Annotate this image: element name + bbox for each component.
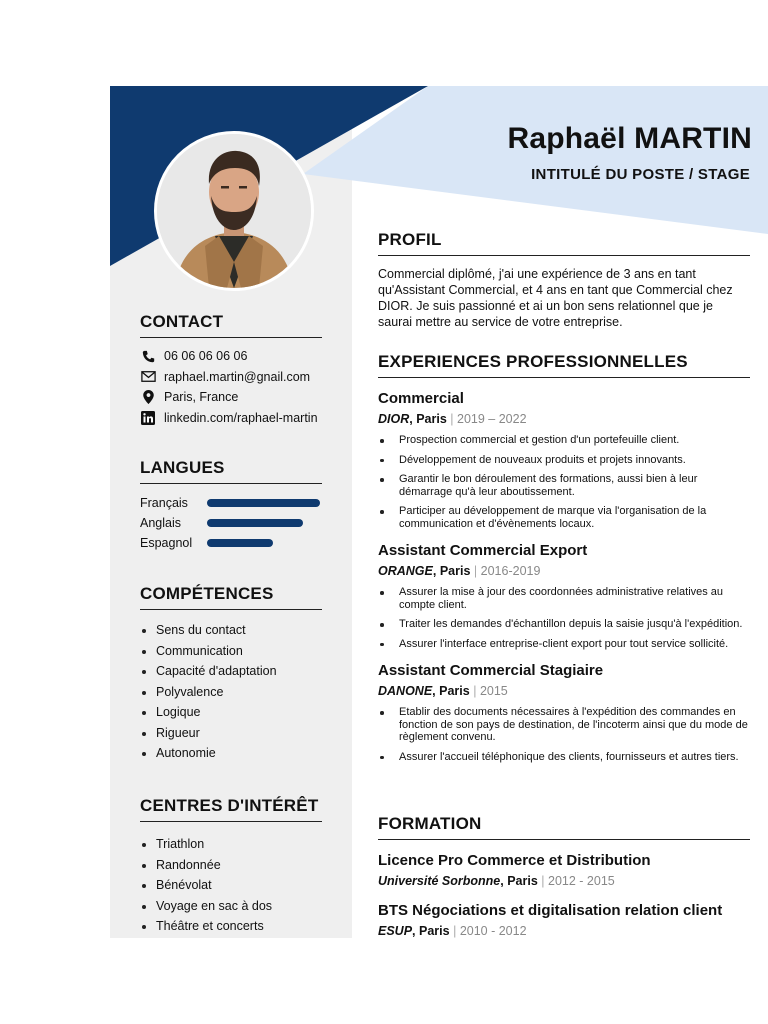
skill-item: Polyvalence (140, 682, 322, 703)
skill-item: Sens du contact (140, 620, 322, 641)
contact-email (140, 367, 322, 388)
education-dates: 2012 - 2015 (548, 874, 615, 888)
education-section (378, 814, 750, 938)
skill-item: Capacité d'adaptation (140, 661, 322, 682)
job-task: Prospection commercial et gestion d'un portefeuille client. (378, 434, 750, 447)
profile-photo (154, 131, 314, 291)
education-title: FORMATION (378, 814, 750, 840)
job-dates: 2019 – 2022 (457, 412, 527, 426)
skills-section (140, 584, 322, 764)
job-task: Assurer l'interface entreprise-client export pour tout service sollicité. (378, 638, 750, 651)
experience-section (378, 352, 750, 770)
profile-title: PROFIL (378, 230, 750, 256)
job-task: Traiter les demandes d'échantillon depuis la saisie jusqu'à l'expédition. (378, 618, 750, 631)
education-city: Paris (419, 924, 450, 938)
skill-item: Logique (140, 702, 322, 723)
job-task: Assurer l'accueil téléphonique des clients, fournisseurs et autres tiers. (378, 751, 750, 764)
education-degree: Licence Pro Commerce et Distribution (378, 852, 651, 869)
skill-item: Communication (140, 641, 322, 662)
job-separator: | (450, 412, 454, 426)
job-company: DIOR (378, 412, 410, 426)
language-level-bar (207, 499, 320, 507)
language-name: Anglais (140, 516, 181, 530)
portrait-illustration (157, 134, 311, 288)
education-separator: | (541, 874, 545, 888)
job-meta: ORANGE, Paris | 2016-2019 (378, 564, 541, 578)
interest-item: Bénévolat (140, 875, 322, 896)
job-task: Participer au développement de marque via l'organisation de la communication et d'évènements locaux. (378, 505, 750, 530)
language-row (140, 533, 322, 553)
skill-item: Autonomie (140, 743, 322, 764)
job-entry (378, 390, 750, 530)
job-company: DANONE (378, 684, 433, 698)
contact-title: CONTACT (140, 312, 322, 338)
job-title: Commercial (378, 390, 464, 407)
job-entry (378, 542, 750, 650)
education-meta: ESUP, Paris | 2010 - 2012 (378, 924, 527, 938)
education-entry (378, 902, 750, 938)
education-separator: | (453, 924, 457, 938)
job-meta: DANONE, Paris | 2015 (378, 684, 508, 698)
skills-title: COMPÉTENCES (140, 584, 322, 610)
phone-text[interactable]: 06 06 06 06 06 (164, 349, 248, 364)
interest-item: Voyage en sac à dos (140, 896, 322, 917)
language-name: Français (140, 496, 188, 510)
education-entry (378, 852, 750, 888)
job-task: Garantir le bon déroulement des formations, aussi bien à leur démarrage qu'à leur aboutissement. (378, 473, 750, 498)
language-level-bar (207, 539, 273, 547)
job-task: Etablir des documents nécessaires à l'expédition des commandes en fonction de son pays de destination, de l'incoterm ainsi que du mode de règlement convenu. (378, 706, 750, 744)
job-company: ORANGE (378, 564, 433, 578)
education-school: ESUP (378, 924, 413, 938)
profile-text: Commercial diplômé, j'ai une expérience de 3 ans en tant qu'Assistant Commercial, et 4 ans en tant que Commercial chez DIOR. Je suis passionné et ai un bon sens relationnel que je saurai mettre au service de votre entreprise. (378, 267, 733, 329)
interest-item: Triathlon (140, 834, 322, 855)
resume-page (110, 86, 768, 938)
linkedin-text[interactable]: linkedin.com/raphael-martin (164, 410, 318, 425)
job-separator: | (473, 684, 477, 698)
job-meta: DIOR, Paris | 2019 – 2022 (378, 412, 527, 426)
languages-section (140, 458, 322, 553)
job-city: Paris (439, 684, 470, 698)
job-dates: 2016-2019 (480, 564, 541, 578)
education-meta: Université Sorbonne, Paris | 2012 - 2015 (378, 874, 615, 888)
language-row (140, 513, 322, 533)
education-school: Université Sorbonne (378, 874, 501, 888)
phone-icon (140, 349, 156, 363)
interests-title: CENTRES D'INTÉRÊT (140, 796, 322, 822)
mail-icon (140, 370, 156, 384)
education-city: Paris (507, 874, 538, 888)
experience-title: EXPERIENCES PROFESSIONNELLES (378, 352, 750, 378)
job-task: Assurer la mise à jour des coordonnées administrative relatives au compte client. (378, 586, 750, 611)
interest-item: Randonnée (140, 855, 322, 876)
language-row (140, 493, 322, 513)
languages-title: LANGUES (140, 458, 322, 484)
job-title: Assistant Commercial Export (378, 542, 588, 559)
profile-section (378, 230, 750, 330)
job-separator: | (473, 564, 478, 578)
linkedin-icon (140, 411, 156, 425)
contact-location (140, 387, 322, 408)
interests-section (140, 796, 322, 937)
contact-linkedin (140, 408, 322, 429)
job-city: Paris (416, 412, 447, 426)
job-title-heading: INTITULÉ DU POSTE / STAGE (531, 166, 750, 183)
location-text: Paris, France (164, 390, 239, 405)
education-degree: BTS Négociations et digitalisation relation client (378, 902, 723, 919)
job-dates: 2015 (479, 684, 508, 698)
job-city: Paris (439, 564, 471, 578)
job-task: Développement de nouveaux produits et projets innovants. (378, 454, 750, 467)
location-pin-icon (140, 390, 156, 404)
skill-item: Rigueur (140, 723, 322, 744)
education-dates: 2010 - 2012 (459, 924, 527, 938)
language-name: Espagnol (140, 536, 193, 550)
candidate-name: Raphaël MARTIN (507, 122, 752, 155)
language-level-bar (207, 519, 303, 527)
job-entry (378, 662, 750, 763)
job-title: Assistant Commercial Stagiaire (378, 662, 604, 679)
email-text[interactable]: raphael.martin@gnail.com (164, 369, 311, 384)
contact-section (140, 312, 322, 428)
interest-item: Théâtre et concerts (140, 916, 322, 937)
contact-phone (140, 346, 322, 367)
